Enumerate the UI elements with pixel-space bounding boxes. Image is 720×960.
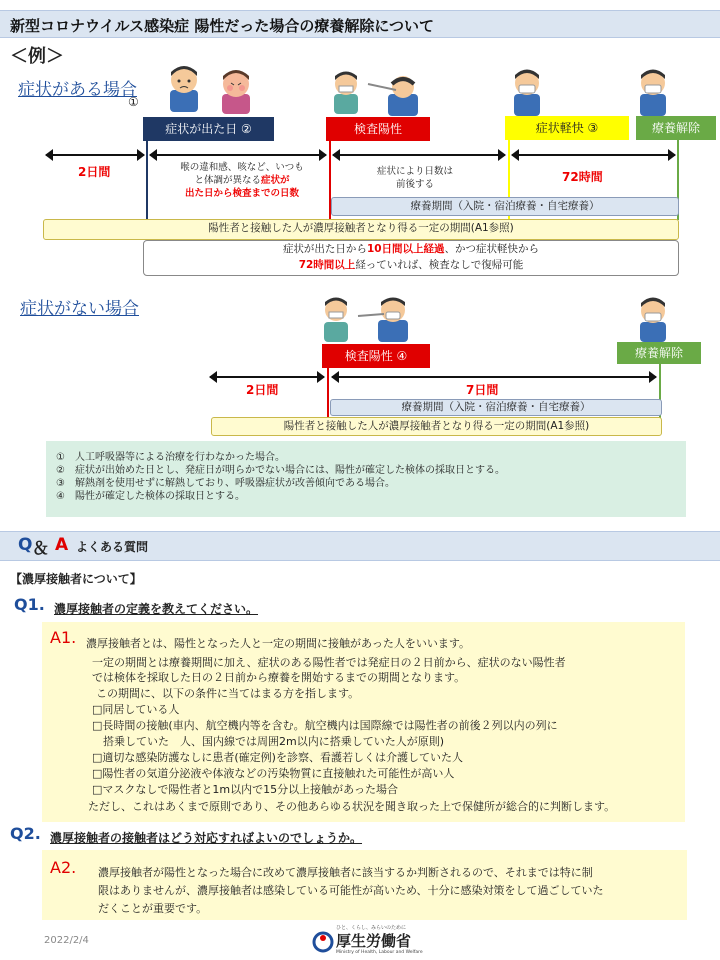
a1-line-10: ただし、これはあくまで原則であり、その他あらゆる状況を聞き取った上で保健所が総合的に判断します。 <box>88 800 616 813</box>
stage-release-box: 療養解除 <box>636 116 716 140</box>
person-fever-icon <box>216 64 256 114</box>
symptomatic-title-note: ① <box>128 95 139 109</box>
q2-text: 濃厚接触者の接触者はどう対応すればよいのでしょうか。 <box>50 831 363 845</box>
asym-7days-label: 7日間 <box>466 383 499 397</box>
release-condition-box <box>143 240 679 276</box>
mhlw-logo-mark-icon <box>312 930 334 954</box>
person-test-swab2-icon <box>356 294 416 342</box>
varies-description <box>350 165 480 191</box>
a1-box <box>42 622 685 822</box>
a1-line-0: 濃厚接触者とは、陽性となった人と一定の期間に接触があった人をいいます。 <box>86 637 471 650</box>
asym-contact-band: 陽性者と接触した人が濃厚接触者となり得る一定の期間(A1参照) <box>211 417 662 436</box>
asymptomatic-title: 症状がない場合 <box>20 299 139 319</box>
example-label: ＜例＞ <box>10 46 64 67</box>
a1-line-6: 搭乗していた 人、国内線では周囲2m以内に搭乗していた人が原則) <box>92 735 445 748</box>
qa-section-head: 【濃厚接触者について】 <box>10 572 142 586</box>
release-cond-line2 <box>144 257 678 273</box>
q1-label: Q1. <box>14 595 45 614</box>
onset-desc-line2a: と体調が異なる <box>194 175 261 186</box>
q2-label: Q2. <box>10 824 41 843</box>
mhlw-logo-tagline: ひと、くらし、みらいのために <box>336 925 407 931</box>
a1-line-7: □適切な感染防護なしに患者(確定例)を診察、看護若しくは介護していた人 <box>92 751 463 764</box>
person-recovered-icon <box>510 64 544 116</box>
asym-2days-label: 2日間 <box>246 383 279 397</box>
person-sick-icon <box>164 60 204 112</box>
person-released2-icon <box>636 292 670 342</box>
page-title: 新型コロナウイルス感染症 陽性だった場合の療養解除について <box>10 17 435 35</box>
qa-header-bar <box>0 531 720 561</box>
onset-desc-line2 <box>162 174 322 187</box>
asym-release-box: 療養解除 <box>617 342 701 364</box>
a1-line-5: □長時間の接触(車内、航空機内等を含む。航空機内は国際線では陽性者の前後２列以内の列に <box>92 719 558 732</box>
onset-desc-line3: 出た日から検査までの日数 <box>184 188 299 199</box>
span-varies-arrow <box>333 154 505 156</box>
varies-line1: 症状により日数は <box>376 166 453 177</box>
mhlw-logo-name: 厚生労働省 <box>336 932 412 950</box>
stage-positive-box: 検査陽性 <box>326 117 430 141</box>
symptomatic-title: 症状がある場合 <box>18 80 137 100</box>
varies-line2: 前後する <box>395 179 434 190</box>
release-cond-line1 <box>144 241 678 257</box>
note-4: ④ 陽性が確定した検体の採取日とする。 <box>56 491 245 502</box>
asym-period-band: 療養期間（入院・宿泊療養・自宅療養） <box>330 399 662 416</box>
cond-1c: 、かつ症状軽快から <box>444 243 540 255</box>
person-test-swab-icon <box>366 74 426 118</box>
symptomatic-period-band: 療養期間（入院・宿泊療養・自宅療養） <box>331 197 679 216</box>
person-nurse2-icon <box>320 292 352 342</box>
asym-positive-box: 検査陽性 ④ <box>322 344 430 368</box>
qa-title-q: Q <box>18 535 33 555</box>
onset-marker-line <box>146 141 148 221</box>
a2-label: A2. <box>50 858 77 877</box>
a1-line-3: この期間に、以下の条件に当てはまる方を指します。 <box>96 687 360 700</box>
asym-7days-arrow <box>332 376 656 378</box>
span-72h-arrow <box>512 154 675 156</box>
person-released-icon <box>636 64 670 116</box>
cond-1a: 症状が出た日から <box>282 243 367 255</box>
a1-label: A1. <box>50 628 77 647</box>
qa-title-a: A <box>55 535 69 555</box>
note-1: ① 人工呼吸器等による治療を行わなかった場合。 <box>56 452 285 463</box>
cond-2a: 72時間以上 <box>298 259 356 271</box>
note-2: ② 症状が出始めた日とし、発症日が明らかでない場合には、陽性が確定した検体の採取日とする。 <box>56 465 505 476</box>
a2-line-1: 限はありませんが、濃厚接触者は感染している可能性が高いため、十分に感染対策をして過ごしていた <box>98 884 604 897</box>
a2-box <box>42 850 687 920</box>
cond-1b: 10日間以上経過 <box>366 243 445 255</box>
footer-date: 2022/2/4 <box>44 935 89 946</box>
a2-line-0: 濃厚接触者が陽性となった場合に改めて濃厚接触者に該当するか判断されるので、それまでは特に制 <box>98 866 593 879</box>
qa-title-amp: ＆ <box>32 539 49 559</box>
a1-line-4: □同居している人 <box>92 703 180 716</box>
header-bar <box>0 10 720 38</box>
a1-line-9: □マスクなしで陽性者と1m以内で15分以上接触があった場合 <box>92 783 398 796</box>
person-nurse-icon <box>330 66 362 114</box>
onset-description <box>162 161 322 200</box>
asym-2days-arrow <box>210 376 324 378</box>
span-onset-arrow <box>150 154 326 156</box>
a1-line-1: 一定の期間とは療養期間に加え、症状のある陽性者では発症日の２日前から、症状のない陽性者 <box>92 656 566 669</box>
span-2days-arrow <box>46 154 144 156</box>
mhlw-logo-en: Ministry of Health, Labour and Welfare <box>336 950 423 955</box>
note-3: ③ 解熱剤を使用せずに解熱しており、呼吸器症状が改善傾向である場合。 <box>56 478 395 489</box>
symptomatic-contact-band: 陽性者と接触した人が濃厚接触者となり得る一定の期間(A1参照) <box>43 219 679 240</box>
a1-line-8: □陽性者の気道分泌液や体液などの汚染物質に直接触れた可能性が高い人 <box>92 767 455 780</box>
stage-onset-box: 症状が出た日 ② <box>143 117 274 141</box>
a1-line-2: では検体を採取した日の２日前から療養を開始するまでの期間となります。 <box>92 671 466 684</box>
a2-line-2: だくことが重要です。 <box>98 902 208 915</box>
mhlw-logo <box>312 924 432 958</box>
cond-2b: 経っていれば、検査なしで復帰可能 <box>355 259 524 271</box>
span-72h-label: 72時間 <box>562 170 603 184</box>
onset-desc-line1: 喉の違和感、咳など、いつも <box>180 162 304 173</box>
stage-improve-box: 症状軽快 ③ <box>505 116 629 140</box>
qa-title-text: よくある質問 <box>76 540 149 554</box>
notes-box <box>46 441 686 517</box>
span-2days-label: 2日間 <box>78 165 111 179</box>
q1-text: 濃厚接触者の定義を教えてください。 <box>54 602 259 616</box>
onset-desc-line2b: 症状が <box>261 175 290 186</box>
